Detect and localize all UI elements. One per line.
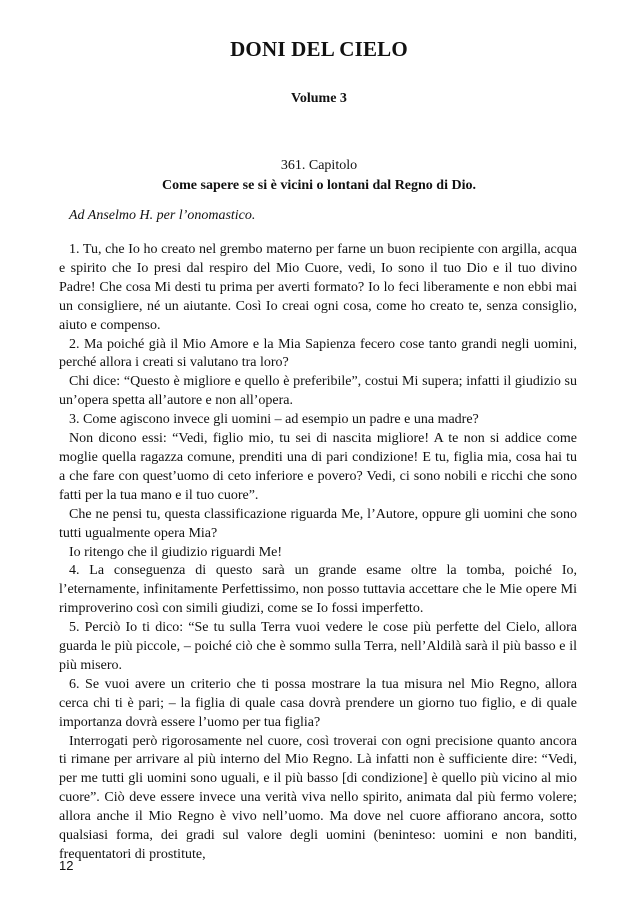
paragraph: Che ne pensi tu, questa classificazione riguarda Me, l’Autore, oppure gli uomini che sono tutti ugualmente opera Mia?	[59, 506, 577, 541]
paragraph: 5. Perciò Io ti dico: “Se tu sulla Terra vuoi vedere le cose più perfette del Cielo, allora guarda le più piccole, – poiché ciò che è sommo sulla Terra, nell’Aldilà sarà il più basso e il più misero.	[59, 620, 577, 673]
body-text	[59, 241, 577, 865]
paragraph: 2. Ma poiché già il Mio Amore e la Mia Sapienza fecero cose tanto grandi negli uomini, perché allora i creati si valutano tra loro?	[59, 336, 577, 371]
paragraph: 1. Tu, che Io ho creato nel grembo materno per farne un buon recipiente con argilla, acqua e spirito che Io presi dal respiro del Mio Cuore, vedi, Io sono il tuo Dio e il tuo divino Padre! Che cosa Mi desti tu prima per averti formato? Io lo feci liberamente e non ebbi mai un consigliere, né un aiutante. Così Io creai ogni cosa, come ho creato te, senza consiglio, aiuto e compenso.	[59, 242, 577, 333]
paragraph: Interrogati però rigorosamente nel cuore, così troverai con ogni precisione quanto ancora ti rimane per arrivare al più interno del Mio Regno. Là infatti non è sufficiente dire: “Vedi, per me tutti gli uomini sono uguali, e il più basso [di condizione] è quello più vicino al mio cuore”. Ciò deve essere invece una verità viva nello spirito, animata dal più fermo volere; allora anche il Mio Regno è vivo nell’uomo. Ma dove nel cuore affiorano ancora, sotto qualsiasi forma, dei gradi sul valore degli uomini (beninteso: uomini e non banditi, frequentatori di prostitute,	[59, 733, 577, 862]
volume-label: Volume 3	[291, 91, 347, 106]
chapter-subtitle: Come sapere se si è vicini o lontani dal Regno di Dio.	[162, 178, 476, 193]
page-number: 12	[59, 858, 74, 873]
paragraph: Non dicono essi: “Vedi, figlio mio, tu sei di nascita migliore! A te non si addice come moglie quella ragazza comune, prenditi una di pari condizione! E tu, figlia mia, cosa hai tu a che fare con quest’uomo di ceto inferiore e povero? Vedi, ci sono nobili e ricchi che sono fatti per la tua mano e il tuo cuore”.	[59, 431, 577, 503]
paragraph: Chi dice: “Questo è migliore e quello è preferibile”, costui Mi supera; infatti il giudizio su un’opera spetta all’autore e non all’opera.	[59, 374, 577, 409]
chapter-dedication: Ad Anselmo H. per l’onomastico.	[69, 208, 256, 223]
chapter-number: 361. Capitolo	[280, 158, 358, 173]
paragraph: 3. Come agiscono invece gli uomini – ad esempio un padre e una madre?	[69, 412, 479, 428]
paragraph: Io ritengo che il giudizio riguardi Me!	[69, 544, 283, 560]
book-title: DONI DEL CIELO	[230, 37, 408, 61]
paragraph: 4. La conseguenza di questo sarà un grande esame oltre la tomba, poiché Io, l’eternamente, infinitamente Perfettissimo, non posso tuttavia accettare che le Mie opere Mi rimproverino così con simili giudizi, come se Io fossi imperfetto.	[59, 563, 577, 617]
paragraph: 6. Se vuoi avere un criterio che ti possa mostrare la tua misura nel Mio Regno, allora cerca chi ti è pari; – la figlia di quale casa dovrà prendere un giorno tuo figlio, e di quale importanza dovrà essere l’uomo per tua figlia?	[59, 676, 577, 730]
